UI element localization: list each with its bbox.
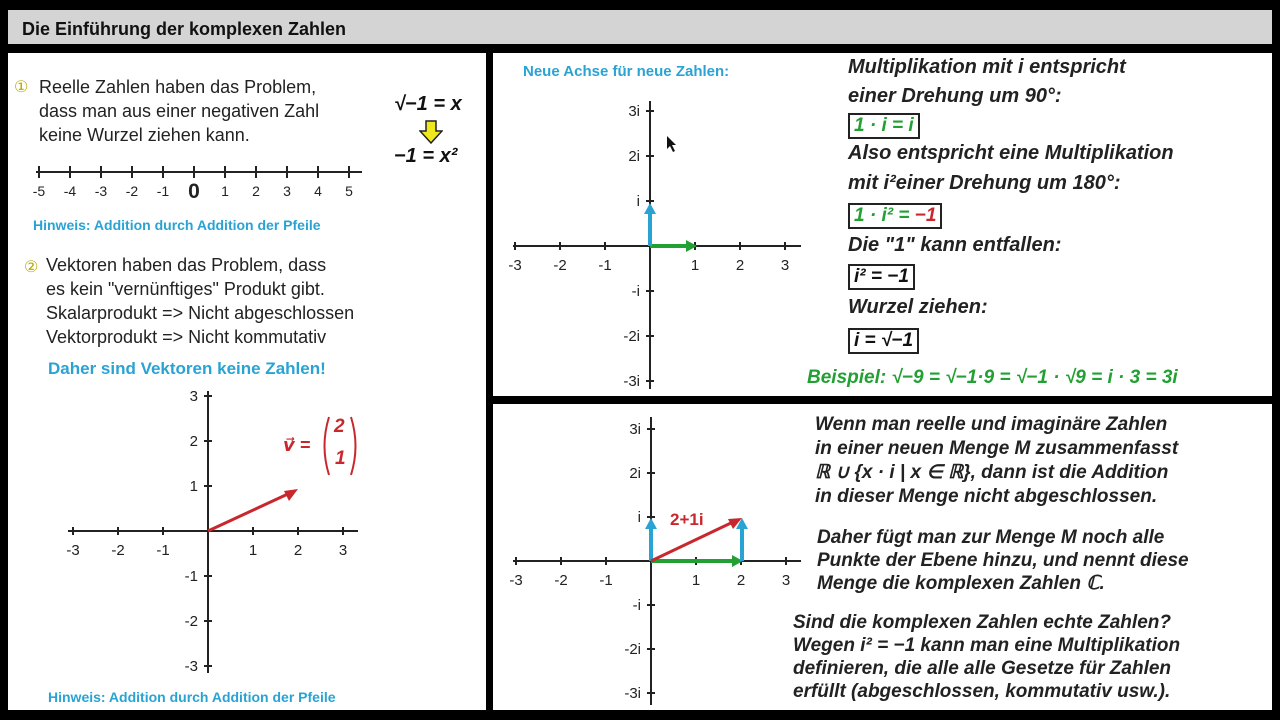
bullet-1-line-1: Reelle Zahlen haben das Problem,	[39, 77, 317, 97]
y-tick-label: -3i	[623, 373, 640, 390]
numberline-label: 5	[345, 183, 353, 199]
x-tick-label: 2	[293, 542, 303, 559]
y-tick-label: -2i	[624, 641, 641, 658]
x-tick-label: -3	[509, 572, 523, 589]
numberline-label: 1	[221, 183, 229, 199]
para-3-line-2: Wegen i² = −1 kann man eine Multiplikation	[793, 635, 1181, 656]
y-tick-label: 3i	[628, 103, 640, 120]
bullet-2-marker: ②	[24, 259, 39, 276]
multiplication-line-5: Die "1" kann entfallen:	[848, 234, 1062, 256]
hint-2: Hinweis: Addition durch Addition der Pfeile	[48, 689, 336, 705]
x-tick-label: 3	[780, 257, 790, 274]
paragraph-1	[815, 413, 1178, 509]
unit-real-arrowhead	[686, 240, 697, 252]
para-1-line-4: in dieser Menge nicht abgeschlossen.	[815, 486, 1158, 507]
y-tick-label: -2	[184, 613, 198, 630]
y-tick-label: 2i	[629, 465, 641, 482]
imag-part-arrowhead	[645, 518, 657, 529]
imaginary-axis-plot	[503, 93, 803, 393]
x-tick-label: 1	[691, 572, 701, 589]
example-line: Beispiel: √−9 = √−1·9 = √−1 · √9 = i · 3 = 3i	[807, 367, 1178, 388]
y-tick-label: 2i	[628, 148, 640, 165]
x-tick-label: 2	[736, 572, 746, 589]
para-3-line-3: definieren, die alle alle Gesetze für Zahlen	[793, 658, 1172, 679]
formula-2-left: 1 · i² =	[854, 205, 915, 226]
x-tick-label: 1	[690, 257, 700, 274]
page-title: Die Einführung der komplexen Zahlen	[22, 19, 347, 39]
y-tick-label: -3	[184, 658, 198, 675]
bullet-1-text	[39, 75, 319, 147]
formula-2	[848, 203, 942, 229]
vector-v-arrow	[208, 493, 290, 531]
formula-box-4	[848, 328, 919, 354]
bullet-2-line-3: Skalarprodukt => Nicht abgeschlossen	[46, 303, 355, 323]
y-tick-label: -2i	[623, 328, 640, 345]
bullet-2-line-1: Vektoren haben das Problem, dass	[46, 255, 327, 275]
para-3-line-1: Sind die komplexen Zahlen echte Zahlen?	[793, 612, 1171, 633]
x-tick-label: -3	[508, 257, 522, 274]
y-tick-label: i	[637, 509, 641, 526]
numberline-label: -3	[94, 183, 108, 199]
top-right-panel	[493, 53, 1272, 396]
numberline-label: -1	[156, 183, 170, 199]
bullet-1-marker: ①	[14, 79, 29, 96]
x-tick-label: -2	[111, 542, 125, 559]
x-tick-label: -1	[156, 542, 170, 559]
left-panel	[8, 53, 486, 710]
conclusion-text: Daher sind Vektoren keine Zahlen!	[48, 359, 326, 378]
x-tick-label: 1	[248, 542, 258, 559]
x-tick-label: -2	[553, 257, 567, 274]
bullet-2-line-2: es kein "vernünftiges" Produkt gibt.	[46, 279, 325, 299]
y-tick-label: 2	[189, 433, 198, 450]
formula-3: i² = −1	[848, 264, 915, 290]
bullet-2-line-4: Vektorprodukt => Nicht kommutativ	[46, 327, 327, 347]
y-tick-label: -1	[184, 568, 198, 585]
numberline-label: -2	[125, 183, 139, 199]
vector-v-arrowhead	[284, 489, 298, 501]
multiplication-line-6: Wurzel ziehen:	[848, 296, 988, 318]
unit-imag-arrowhead	[644, 203, 656, 214]
para-1-line-1: Wenn man reelle und imaginäre Zahlen	[815, 414, 1168, 435]
x-tick-label: 3	[338, 542, 348, 559]
para-2-line-1: Daher fügt man zur Menge M noch alle	[817, 527, 1165, 548]
numberline-label: 0	[188, 180, 200, 203]
paragraph-2	[817, 526, 1189, 595]
y-tick-label: -3i	[624, 685, 641, 702]
multiplication-line-1: Multiplikation mit i entspricht	[848, 56, 1126, 78]
number-line	[8, 161, 486, 205]
equation-root: √−1 = x	[394, 93, 462, 115]
multiplication-line-4: mit i²einer Drehung um 180°:	[848, 172, 1121, 194]
x-tick-label: -1	[599, 572, 613, 589]
para-1-line-2: in einer neuen Menge M zusammenfasst	[815, 438, 1179, 459]
formula-4: i = √−1	[848, 328, 919, 354]
y-tick-label: 3	[189, 388, 198, 405]
equation-square: −1 = x²	[394, 145, 458, 167]
numberline-label: -4	[63, 183, 77, 199]
formula-box-2	[848, 203, 942, 229]
bullet-1-line-3: keine Wurzel ziehen kann.	[39, 125, 250, 145]
bottom-right-panel	[493, 404, 1272, 710]
y-tick-label: -i	[631, 283, 640, 300]
formula-box-3	[848, 264, 915, 290]
sum-vector-label: 2+1i	[670, 510, 704, 529]
new-axis-heading: Neue Achse für neue Zahlen:	[523, 63, 730, 80]
title-bar	[8, 10, 1272, 46]
formula-2-right: −1	[914, 205, 937, 226]
para-2-line-2: Punkte der Ebene hinzu, und nennt diese	[817, 550, 1189, 571]
multiplication-line-3: Also entspricht eine Multiplikation	[848, 142, 1174, 164]
formula-1: 1 · i = i	[848, 113, 920, 139]
x-tick-label: -1	[598, 257, 612, 274]
para-2-line-3: Menge die komplexen Zahlen ℂ.	[817, 573, 1105, 594]
hint-1: Hinweis: Addition durch Addition der Pfeile	[33, 217, 321, 233]
x-tick-label: 2	[735, 257, 745, 274]
y-tick-label: 1	[189, 478, 198, 495]
vector-label: v⃗ =	[283, 435, 311, 455]
y-tick-label: 3i	[629, 421, 641, 438]
complex-plane-plot	[503, 409, 803, 709]
numberline-label: -5	[32, 183, 46, 199]
down-arrow-icon	[419, 120, 443, 144]
paragraph-3	[793, 611, 1180, 703]
vector-component-x: 2	[334, 416, 345, 437]
multiplication-line-2: einer Drehung um 90°:	[848, 85, 1062, 107]
bullet-2-text	[46, 253, 354, 349]
numberline-label: 3	[283, 183, 291, 199]
y-tick-label: i	[636, 193, 640, 210]
formula-box-1	[848, 113, 920, 139]
y-tick-label: -i	[632, 597, 641, 614]
bullet-1-line-2: dass man aus einer negativen Zahl	[39, 101, 320, 121]
para-1-line-3: ℝ ∪ {x · i | x ∈ ℝ}, dann ist die Addition	[815, 462, 1169, 483]
mouse-cursor-icon	[666, 135, 678, 153]
para-3-line-4: erfüllt (abgeschlossen, kommutativ usw.).	[793, 681, 1171, 702]
x-tick-label: -2	[554, 572, 568, 589]
x-tick-label: 3	[781, 572, 791, 589]
x-tick-label: -3	[66, 542, 80, 559]
vector-component-y: 1	[335, 448, 346, 469]
numberline-label: 2	[252, 183, 260, 199]
numberline-label: 4	[314, 183, 322, 199]
